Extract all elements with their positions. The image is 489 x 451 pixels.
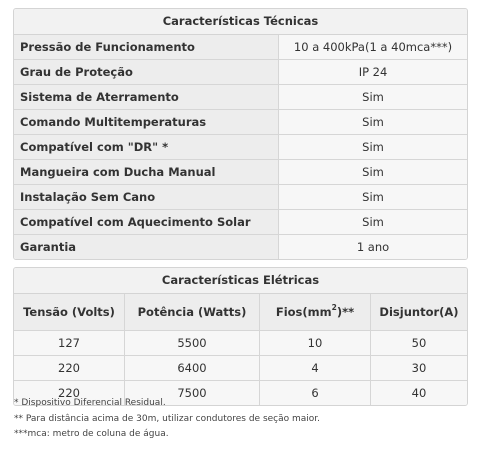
footnote: * Dispositivo Diferencial Residual. [14, 398, 166, 408]
voltage-cell: 220 [14, 381, 125, 405]
electrical-specs-title: Características Elétricas [14, 268, 467, 294]
voltage-header: Tensão (Volts) [14, 294, 125, 330]
table-row [14, 160, 467, 185]
spec-label: Grau de Proteção [14, 60, 279, 84]
table-row [14, 110, 467, 135]
spec-label: Pressão de Funcionamento [14, 35, 279, 59]
voltage-cell: 127 [14, 331, 125, 355]
wires-header [260, 294, 371, 330]
breaker-header: Disjuntor(A) [379, 305, 459, 319]
technical-specs-title: Características Técnicas [14, 9, 467, 35]
electrical-specs-table [13, 267, 468, 406]
voltage-cell: 220 [14, 356, 125, 380]
spec-value: 10 a 400kPa(1 a 40mca***) [279, 35, 467, 59]
column-headers [14, 294, 467, 331]
breaker-cell: 40 [411, 386, 427, 400]
table-row [14, 210, 467, 235]
table-row [14, 356, 467, 381]
wires-cell: 4 [260, 356, 371, 380]
spec-value: Sim [279, 135, 467, 159]
spec-label: Instalação Sem Cano [14, 185, 279, 209]
spec-label: Sistema de Aterramento [14, 85, 279, 109]
footnote: ** Para distância acima de 30m, utilizar condutores de seção maior. [14, 413, 321, 424]
spec-label: Comando Multitemperaturas [14, 110, 279, 134]
spec-value: 1 ano [279, 235, 467, 259]
spec-label: Garantia [14, 235, 279, 259]
table-row [14, 35, 467, 60]
spec-value: Sim [279, 210, 467, 234]
table-row [14, 60, 467, 85]
spec-value: Sim [279, 85, 467, 109]
table-row [14, 135, 467, 160]
wires-cell: 10 [260, 331, 371, 355]
footnote: ***mca: metro de coluna de água. [14, 429, 169, 439]
spec-value: Sim [279, 160, 467, 184]
table-row [14, 185, 467, 210]
breaker-cell: 30 [411, 361, 427, 375]
wires-header-suffix: )** [336, 305, 355, 319]
wires-header-superscript: 2 [331, 303, 337, 313]
table-row [14, 85, 467, 110]
wires-header-prefix: Fios(mm [275, 305, 332, 319]
table-row [14, 235, 467, 259]
spec-label: Mangueira com Ducha Manual [14, 160, 279, 184]
spec-label: Compatível com "DR" * [14, 135, 279, 159]
wires-cell: 6 [260, 381, 371, 405]
spec-value: Sim [279, 110, 467, 134]
footnotes [14, 396, 320, 443]
breaker-cell: 50 [411, 336, 427, 350]
spec-value: IP 24 [279, 60, 467, 84]
table-row [14, 331, 467, 356]
power-cell: 6400 [125, 356, 260, 380]
technical-specs-table [13, 8, 468, 260]
power-cell: 7500 [125, 381, 260, 405]
power-cell: 5500 [125, 331, 260, 355]
spec-label: Compatível com Aquecimento Solar [14, 210, 279, 234]
spec-value: Sim [279, 185, 467, 209]
power-header: Potência (Watts) [125, 294, 260, 330]
